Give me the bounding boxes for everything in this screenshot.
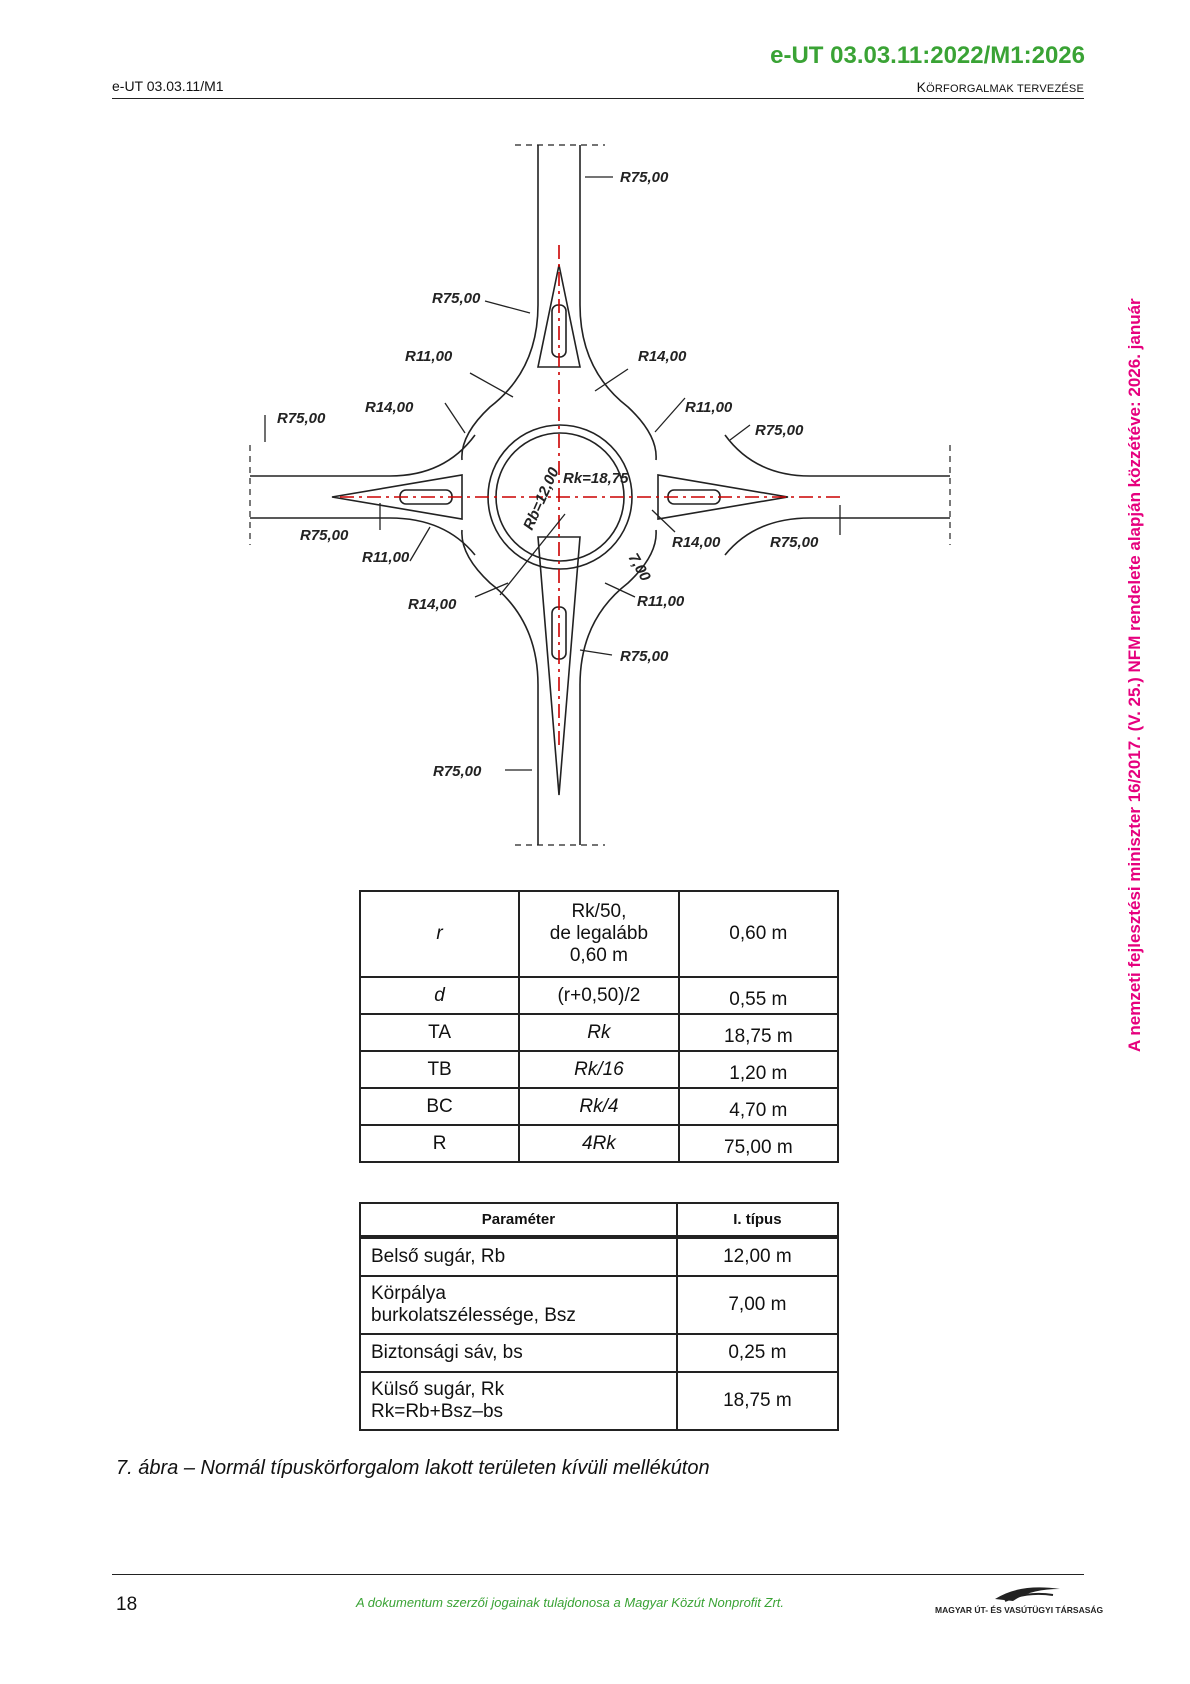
header-left-code: e-UT 03.03.11/M1 <box>112 78 224 94</box>
table-row <box>360 1125 838 1162</box>
formula-cell: 4Rk <box>519 1125 679 1162</box>
table-row <box>360 1372 838 1430</box>
table-row <box>360 1088 838 1125</box>
label-cell: Belső sugár, Rb <box>360 1237 677 1276</box>
value-cell: 1,20 m <box>679 1051 838 1088</box>
table-row <box>360 891 838 977</box>
column-header: I. típus <box>677 1203 838 1237</box>
value-cell: 0,60 m <box>679 891 838 977</box>
table-header-row <box>360 1203 838 1237</box>
radius-label: R11,00 <box>362 549 410 566</box>
width-label: 7,00 <box>624 550 654 585</box>
param-cell: d <box>360 977 519 1014</box>
value-cell: 18,75 m <box>677 1372 838 1430</box>
road-edge <box>462 530 538 845</box>
label-cell: Külső sugár, Rk Rk=Rb+Bsz–bs <box>360 1372 677 1430</box>
header-right-title <box>917 79 1084 95</box>
figure-caption: 7. ábra – Normál típuskörforgalom lakott területen kívüli mellékúton <box>116 1457 710 1479</box>
table-row <box>360 1276 838 1334</box>
table-row <box>360 1014 838 1051</box>
param-cell: TA <box>360 1014 519 1051</box>
radius-label: R14,00 <box>638 348 687 365</box>
value-cell: 75,00 m <box>679 1125 838 1162</box>
param-cell: R <box>360 1125 519 1162</box>
radius-label: R14,00 <box>408 596 457 613</box>
radius-label: R14,00 <box>672 534 721 551</box>
value-cell: 7,00 m <box>677 1276 838 1334</box>
label-cell: Biztonsági sáv, bs <box>360 1334 677 1372</box>
param-cell: r <box>360 891 519 977</box>
radius-label: R75,00 <box>620 169 669 186</box>
table-row <box>360 977 838 1014</box>
radius-label: R75,00 <box>755 422 804 439</box>
value-cell: 12,00 m <box>677 1237 838 1276</box>
radius-label: R75,00 <box>432 290 481 307</box>
road-edge <box>580 145 656 460</box>
society-logo <box>935 1581 1104 1621</box>
value-cell: 18,75 m <box>679 1014 838 1051</box>
parameter-table <box>359 1202 839 1431</box>
formula-cell: Rk/50, de legalább 0,60 m <box>519 891 679 977</box>
value-cell: 0,25 m <box>677 1334 838 1372</box>
footer-divider <box>112 1574 1084 1575</box>
table-row <box>360 1237 838 1276</box>
formula-cell: (r+0,50)/2 <box>519 977 679 1014</box>
column-header: Paraméter <box>360 1203 677 1237</box>
logo-text: MAGYAR ÚT- ÉS VASÚTÜGYI TÁRSASÁG <box>935 1605 1104 1615</box>
header-divider <box>112 98 1084 99</box>
road-edge <box>250 435 475 476</box>
table-row <box>360 1051 838 1088</box>
param-cell: TB <box>360 1051 519 1088</box>
formula-cell: Rk <box>519 1014 679 1051</box>
radius-label: R11,00 <box>637 593 685 610</box>
radius-label: R11,00 <box>685 399 733 416</box>
formula-cell: Rk/4 <box>519 1088 679 1125</box>
geometry-table <box>359 890 839 1163</box>
radius-label: R75,00 <box>300 527 349 544</box>
roundabout-drawing <box>240 135 960 855</box>
table-row <box>360 1334 838 1372</box>
copyright-note: A dokumentum szerzői jogainak tulajdonosa a Magyar Közút Nonprofit Zrt. <box>356 1595 785 1610</box>
rb-label: Rb=12,00 <box>520 465 563 533</box>
road-edge <box>725 435 950 476</box>
header-title-initial: K <box>916 79 927 95</box>
rk-label: Rk=18,75 <box>563 470 629 487</box>
radius-label: R75,00 <box>433 763 482 780</box>
page-number: 18 <box>116 1594 138 1615</box>
label-cell: Körpálya burkolatszélessége, Bsz <box>360 1276 677 1334</box>
radius-label: R11,00 <box>405 348 453 365</box>
radius-label: R75,00 <box>770 534 819 551</box>
formula-cell: Rk/16 <box>519 1051 679 1088</box>
radius-label: R75,00 <box>620 648 669 665</box>
value-cell: 0,55 m <box>679 977 838 1014</box>
radius-label: R75,00 <box>277 410 326 427</box>
document-code: e-UT 03.03.11:2022/M1:2026 <box>770 42 1085 69</box>
header-title-rest: ÖRFORGALMAK TERVEZÉSE <box>926 83 1084 95</box>
road-edge <box>725 518 950 555</box>
publication-side-note: A nemzeti fejlesztési miniszter 16/2017. (V. 25.) NFM rendelete alapján közzétéve: 2026. január <box>1125 298 1144 1052</box>
value-cell: 4,70 m <box>679 1088 838 1125</box>
radius-label: R14,00 <box>365 399 414 416</box>
param-cell: BC <box>360 1088 519 1125</box>
